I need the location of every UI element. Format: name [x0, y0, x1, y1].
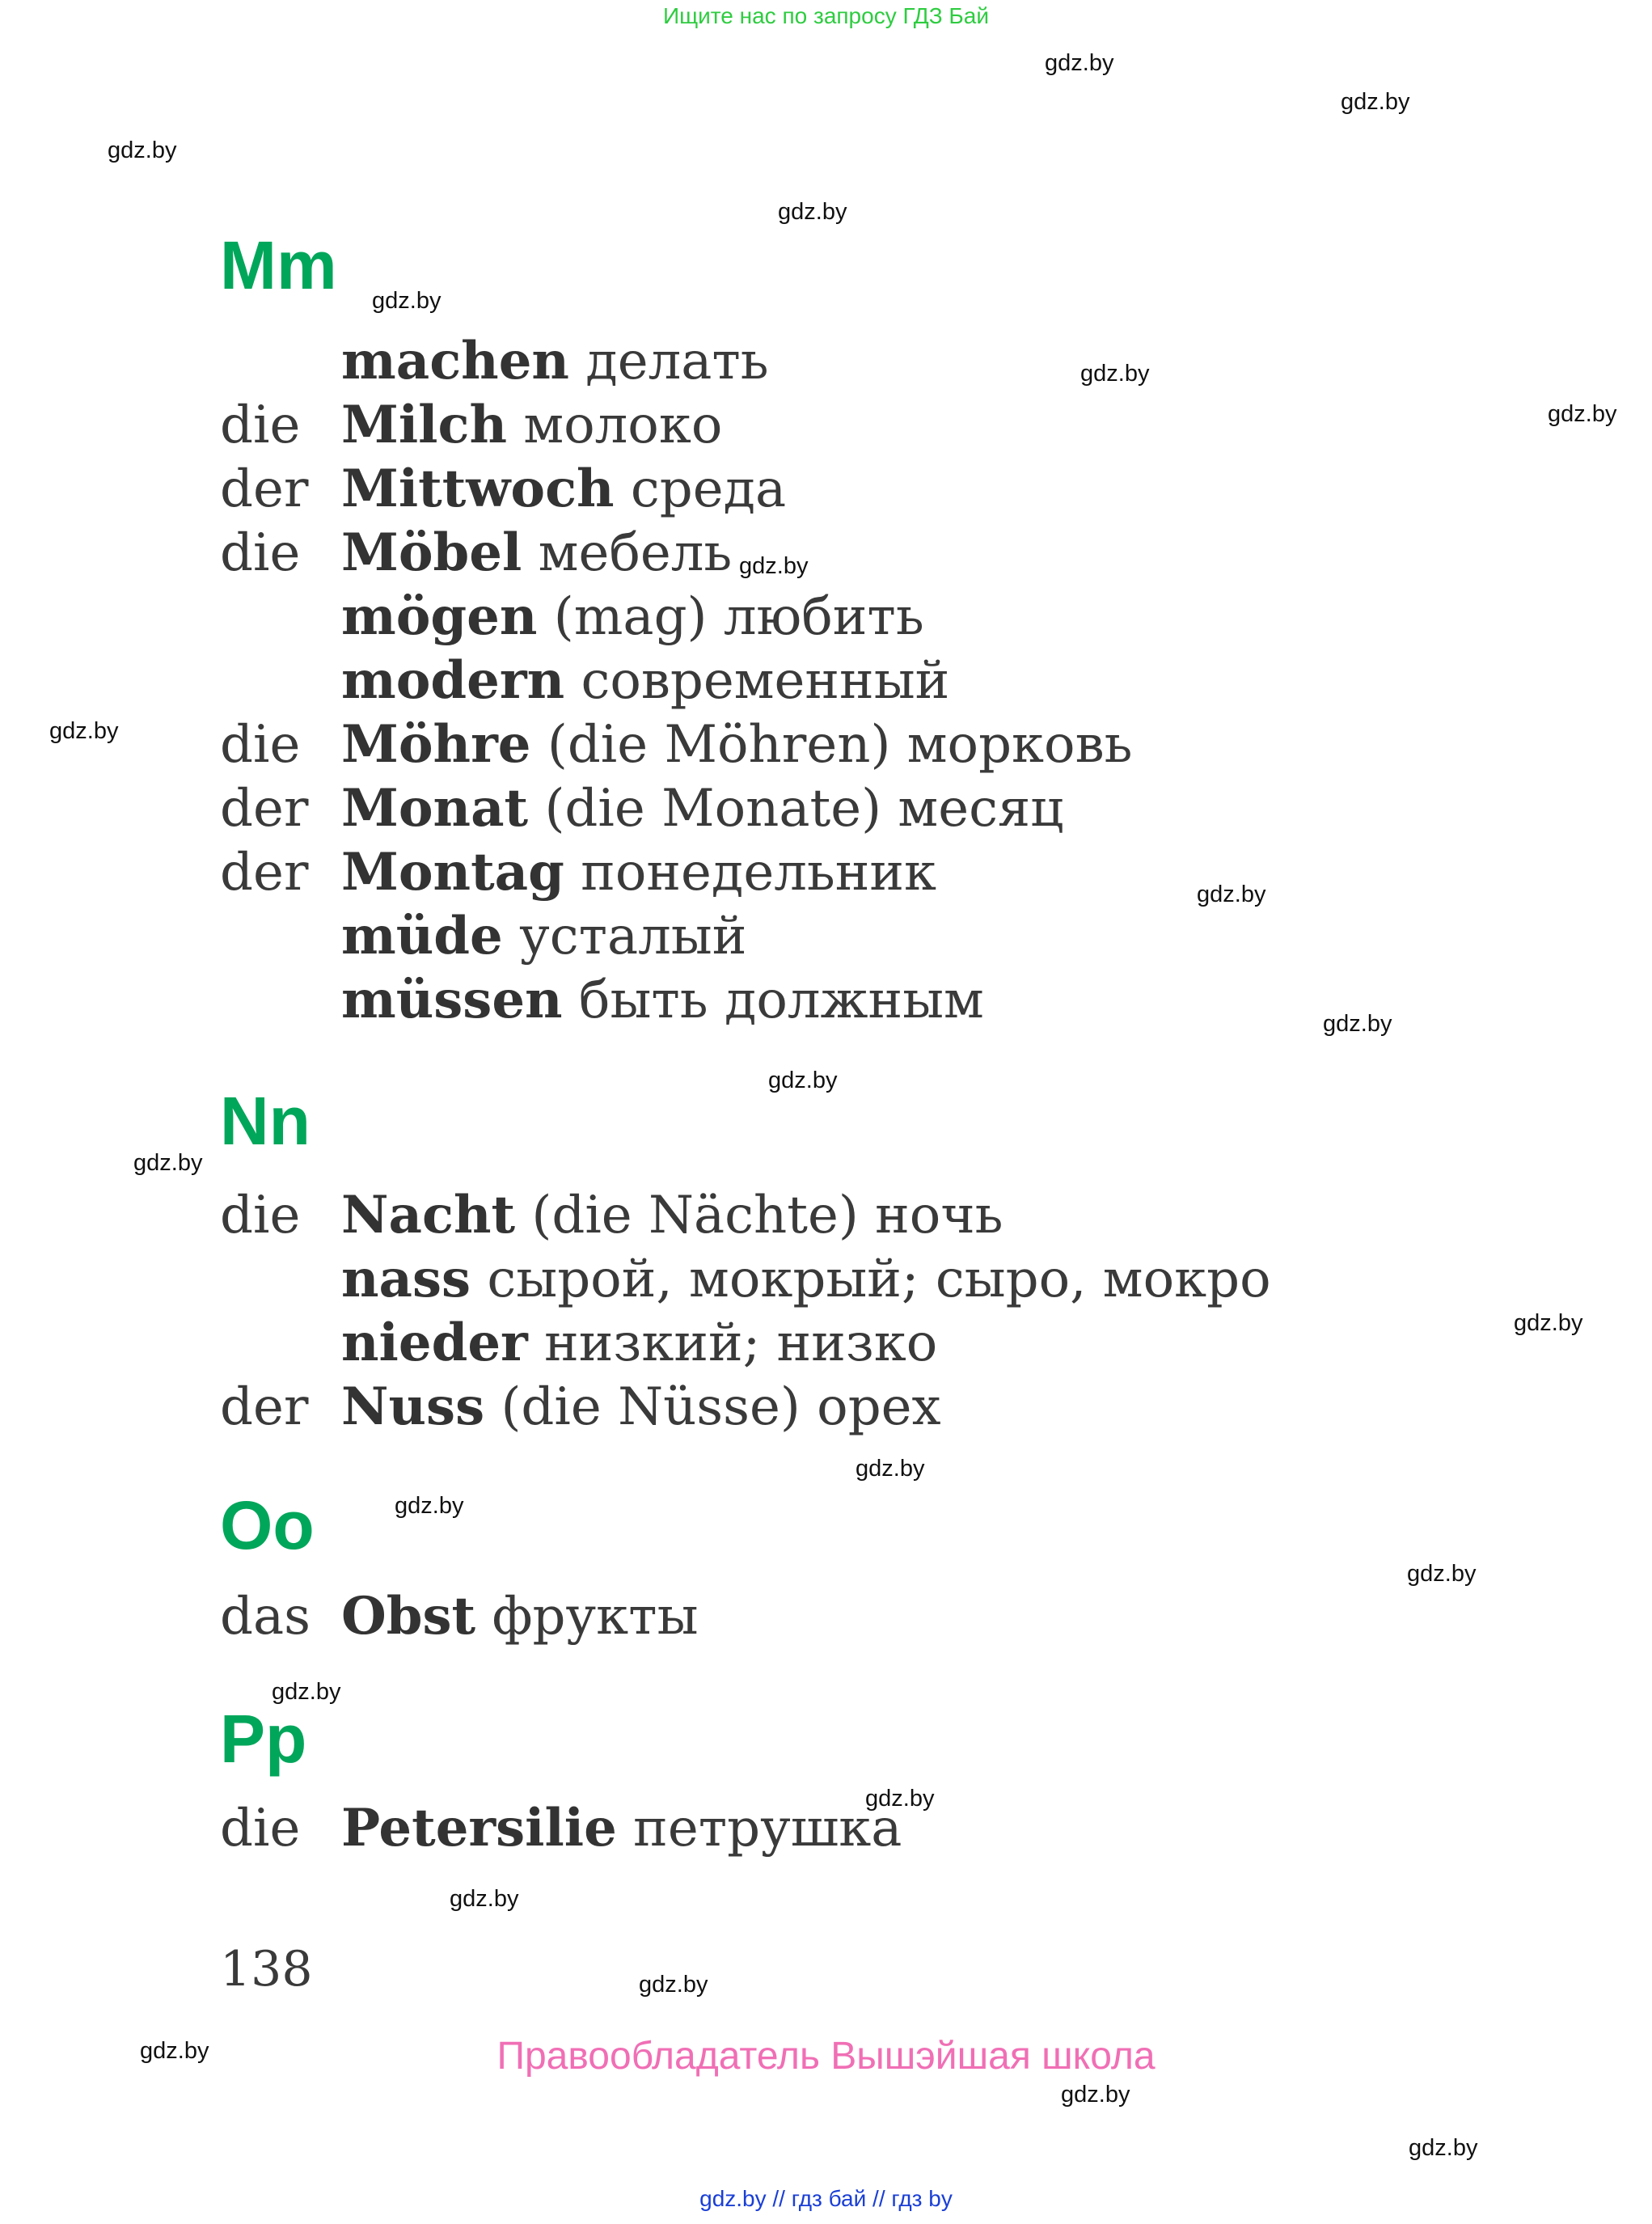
dictionary-entry: [0, 330, 1536, 393]
entry-headword: Möhre: [341, 714, 531, 775]
section-letter-o: Oo: [220, 1487, 315, 1563]
watermark: gdz.by: [1514, 1310, 1583, 1336]
entry-word-group: [341, 522, 732, 585]
entry-headword: Möbel: [341, 522, 522, 583]
section-letter-n: Nn: [220, 1083, 311, 1159]
entry-translation: современный: [564, 651, 950, 711]
watermark: gdz.by: [1197, 882, 1266, 907]
dictionary-entry: [0, 1376, 1536, 1439]
search-hint-banner: Ищите нас по запросу ГДЗ Бай: [662, 3, 990, 28]
entry-word-group: [341, 777, 1063, 840]
entry-headword: machen: [341, 331, 569, 391]
entry-word-group: [341, 394, 722, 457]
entry-translation: сырой, мокрый; сыро, мокро: [471, 1249, 1271, 1309]
entry-article: die: [220, 715, 301, 775]
entry-article: die: [220, 523, 301, 583]
entry-word-group: [341, 649, 949, 712]
entry-headword: nieder: [341, 1313, 528, 1373]
copyright-notice: Правообладатель Вышэйшая школа: [496, 2035, 1156, 2078]
entry-word-group: [341, 1312, 937, 1375]
entry-translation: делать: [568, 332, 769, 391]
entry-word-group: [341, 458, 786, 521]
entry-word-group: [341, 905, 746, 968]
dictionary-entry: [0, 777, 1536, 840]
watermark: gdz.by: [1409, 2135, 1478, 2161]
watermark: gdz.by: [865, 1786, 935, 1812]
page-number: 138: [220, 1941, 313, 1998]
watermark: gdz.by: [739, 553, 809, 579]
watermark: gdz.by: [1323, 1011, 1392, 1037]
watermark: gdz.by: [856, 1456, 925, 1482]
dictionary-entry: [0, 522, 1536, 585]
watermark: gdz.by: [1341, 89, 1410, 115]
entry-article: der: [220, 843, 309, 903]
entry-headword: müssen: [341, 970, 563, 1030]
watermark: gdz.by: [108, 137, 177, 163]
entry-translation: понедельник: [564, 843, 936, 903]
watermark: gdz.by: [1407, 1561, 1477, 1587]
entry-article: der: [220, 1377, 309, 1437]
dictionary-entry: [0, 649, 1536, 712]
entry-translation: фрукты: [475, 1587, 699, 1647]
watermark: gdz.by: [140, 2038, 209, 2064]
entry-translation: (die Nächte) ночь: [515, 1186, 1003, 1245]
dictionary-entry: [0, 1585, 1536, 1648]
entry-headword: nass: [341, 1249, 471, 1309]
entry-word-group: [341, 1585, 699, 1648]
watermark: gdz.by: [768, 1068, 838, 1093]
entry-headword: Milch: [341, 395, 507, 455]
watermark: gdz.by: [395, 1493, 464, 1519]
section-letter-p: Pp: [220, 1701, 307, 1777]
entry-word-group: [341, 841, 936, 904]
entry-translation: (mag) любить: [537, 587, 924, 647]
watermark: gdz.by: [272, 1679, 341, 1705]
watermark: gdz.by: [450, 1886, 519, 1912]
entry-translation: низкий; низко: [527, 1313, 938, 1373]
entry-translation: среда: [614, 459, 787, 519]
entry-word-group: [341, 1184, 1003, 1247]
entry-word-group: [341, 330, 769, 393]
entry-article: das: [220, 1587, 311, 1647]
footer-links[interactable]: gdz.by // гдз бай // гдз by: [699, 2186, 953, 2211]
entry-headword: Nuss: [341, 1376, 485, 1437]
entry-headword: Montag: [341, 842, 564, 903]
dictionary-entry: [0, 458, 1536, 521]
entry-word-group: [341, 1797, 902, 1860]
entry-article: die: [220, 1799, 301, 1858]
entry-article: der: [220, 459, 309, 519]
entry-word-group: [341, 713, 1132, 776]
entry-headword: müde: [341, 906, 503, 966]
dictionary-entry: [0, 1312, 1536, 1375]
watermark: gdz.by: [1548, 401, 1617, 427]
entry-article: die: [220, 1186, 301, 1245]
dictionary-entry: [0, 394, 1536, 457]
watermark: gdz.by: [778, 199, 847, 225]
entry-headword: Obst: [341, 1586, 476, 1647]
dictionary-entry: [0, 1248, 1536, 1311]
dictionary-entry: [0, 905, 1536, 968]
entry-word-group: [341, 1376, 941, 1439]
entry-headword: mögen: [341, 586, 538, 647]
watermark: gdz.by: [1045, 50, 1114, 76]
section-letter-m: Mm: [220, 227, 337, 303]
entry-word-group: [341, 586, 924, 649]
entry-translation: (die Möhren) морковь: [530, 715, 1133, 775]
entry-translation: быть должным: [562, 970, 984, 1030]
watermark: gdz.by: [1080, 361, 1150, 387]
dictionary-entry: [0, 1797, 1536, 1860]
entry-translation: мебель: [522, 523, 733, 583]
entry-translation: усталый: [502, 907, 747, 966]
watermark: gdz.by: [372, 288, 442, 314]
dictionary-entry: [0, 713, 1536, 776]
watermark: gdz.by: [49, 718, 119, 744]
entry-headword: Nacht: [341, 1185, 516, 1245]
entry-word-group: [341, 1248, 1271, 1311]
entry-headword: Petersilie: [341, 1798, 617, 1858]
watermark: gdz.by: [639, 1972, 708, 1998]
dictionary-entry: [0, 969, 1536, 1032]
entry-translation: (die Monate) месяц: [528, 779, 1064, 839]
dictionary-entry: [0, 586, 1536, 649]
watermark: gdz.by: [1061, 2082, 1130, 2108]
entry-headword: Monat: [341, 778, 529, 839]
entry-headword: modern: [341, 650, 565, 711]
entry-translation: (die Nüsse) орех: [484, 1377, 941, 1437]
entry-article: die: [220, 395, 301, 455]
dictionary-entry: [0, 841, 1536, 904]
entry-translation: петрушка: [616, 1799, 902, 1858]
entry-word-group: [341, 969, 984, 1032]
entry-translation: молоко: [506, 395, 723, 455]
dictionary-entry: [0, 1184, 1536, 1247]
watermark: gdz.by: [133, 1150, 203, 1176]
entry-article: der: [220, 779, 309, 839]
entry-headword: Mittwoch: [341, 459, 615, 519]
